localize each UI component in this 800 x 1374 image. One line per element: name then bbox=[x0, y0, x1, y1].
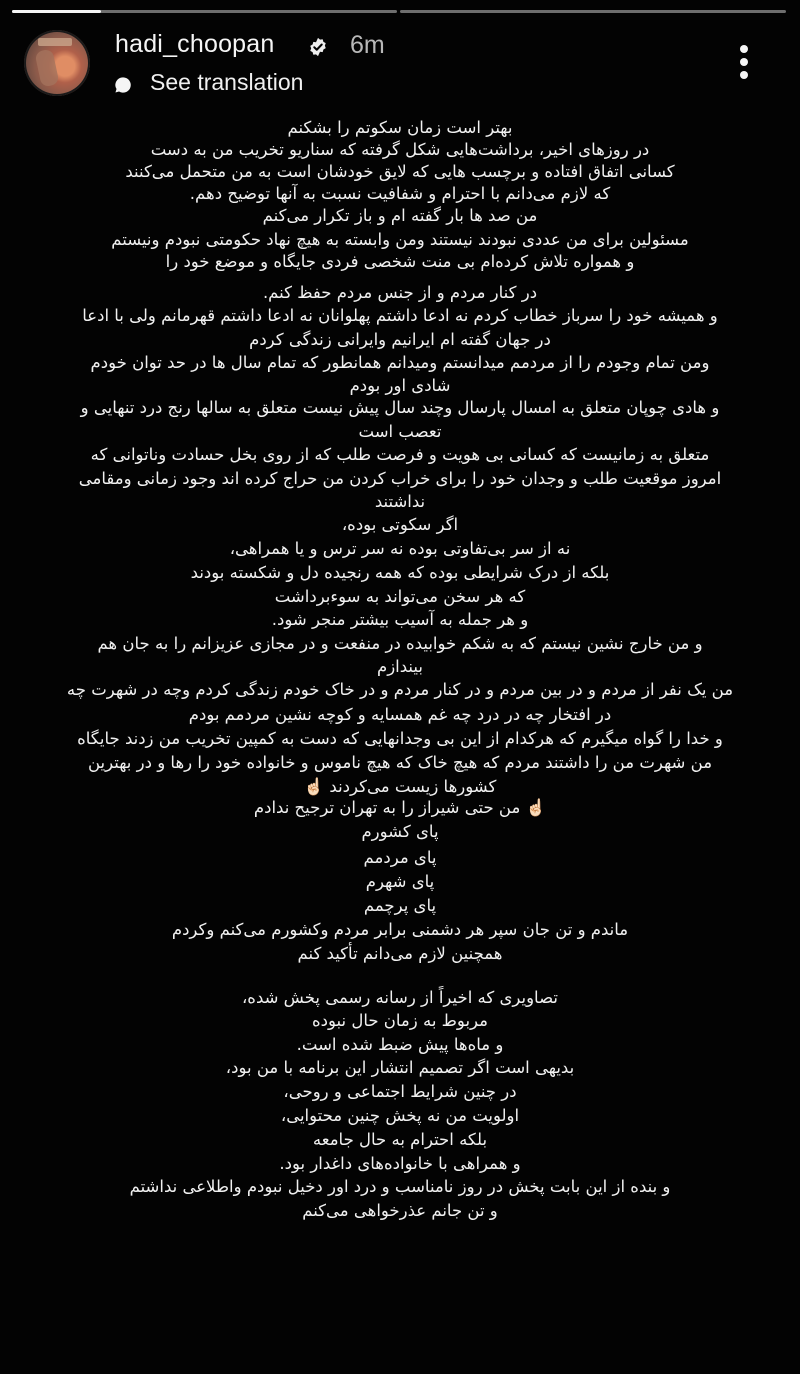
story-text-line: بلکه از درک شرایطی بوده که همه رنجیده دل و شکسته بودند bbox=[190, 563, 610, 582]
story-text-line: و همیشه خود را سرباز خطاب کردم نه ادعا داشتم پهلوانان نه ادعا داشتم قهرمانم ولی با ادعا bbox=[82, 306, 718, 325]
story-text-line: بلکه احترام به حال جامعه bbox=[312, 1130, 488, 1149]
story-text-line: در جهان گفته ام ایرانیم وایرانی زندگی کردم bbox=[249, 330, 551, 349]
story-text-line: پای پرچمم bbox=[363, 896, 437, 915]
story-text-line: و خدا را گواه میگیرم که هرکدام از این بی وجدانهایی که دست به کمپین تخریب من زدند جایگاه bbox=[77, 729, 723, 748]
story-text-line: و تن جانم عذرخواهی می‌کنم bbox=[302, 1201, 498, 1220]
story-text-line: در کنار مردم و از جنس مردم حفظ کنم. bbox=[262, 283, 538, 302]
story-text-line: و هادی چوپان متعلق به امسال پارسال وچند سال پیش نیست متعلق به سالها رنج درد تنهایی و bbox=[80, 398, 720, 417]
story-text-line: همچنین لازم می‌دانم تأکید کنم bbox=[297, 944, 503, 963]
story-text-line: و همواره تلاش کرده‌ام بی منت شخصی فردی جایگاه و موضع خود را bbox=[165, 252, 635, 271]
story-text-line: مربوط به زمان حال نبوده bbox=[312, 1011, 488, 1030]
story-text-line: مسئولین برای من عددی نبودند نیستند ومن وابسته به هیچ نهاد حکومتی نبودم ونیستم bbox=[111, 230, 689, 249]
story-text-line: ماندم و تن جان سپر هر دشمنی برابر مردم وکشورم می‌کنم وکردم bbox=[171, 920, 629, 939]
story-text-line: پای کشورم bbox=[361, 822, 439, 841]
story-text-line: نداشتند bbox=[374, 492, 426, 511]
story-text-line: ومن تمام وجودم را از مردمم میدانستم ومیدانم همانطور که تمام سال ها در حد توان خودم bbox=[90, 353, 710, 372]
story-text-line: و همراهی با خانواده‌های داغدار بود. bbox=[279, 1154, 521, 1173]
story-text-line: پای مردمم bbox=[363, 848, 437, 867]
story-text-line: که هر سخن می‌تواند به سوءبرداشت bbox=[274, 587, 526, 606]
story-text-line: تصاویری که اخیراً از رسانه رسمی پخش شده، bbox=[241, 988, 558, 1007]
story-text-line: تعصب است bbox=[358, 422, 442, 441]
story-text-line: شادی اور بودم bbox=[349, 376, 451, 395]
story-text-line: در افتخار چه در درد چه غم همسایه و کوچه نشین مردمم بودم bbox=[188, 705, 612, 724]
story-text-line: بهتر است زمان سکوتم را بشکنم bbox=[287, 118, 513, 137]
story-text-line: و من خارج نشین نیستم که به شکم خوابیده در منفعت و در مجازی عزیزانم را به جان هم bbox=[97, 634, 703, 653]
story-text-line: کسانی اتفاق افتاده و برچسب هایی که لایق خودشان است به من متحمل می‌کنند bbox=[125, 162, 675, 181]
story-text-line: بدیهی است اگر تصمیم انتشار این برنامه با من بود، bbox=[225, 1058, 575, 1077]
story-text-line: در روزهای اخیر، برداشت‌هایی شکل گرفته که سناریو تخریب من به دست bbox=[150, 140, 650, 159]
story-text-line: و بنده از این بابت پخش در روز نامناسب و درد اور دخیل نبودم واطلاعی نداشتم bbox=[129, 1177, 671, 1196]
story-text-line: و ماه‌ها پیش ضبط شده است. bbox=[296, 1035, 504, 1054]
story-text-line: در چنین شرایط اجتماعی و روحی، bbox=[283, 1082, 517, 1101]
story-text-line: ☝🏻 من حتی شیراز را به تهران ترجیح ندادم bbox=[253, 798, 547, 817]
story-text-line: اولویت من نه پخش چنین محتوایی، bbox=[280, 1106, 520, 1125]
story-text-line: بیندازم bbox=[377, 657, 423, 676]
story-text-line: من یک نفر از مردم و در بین مردم و در کنار مردم و در خاک خودم زندگی کردم وچه در شهرت چه bbox=[66, 680, 734, 699]
story-text-line: متعلق به زمانیست که کسانی بی هویت و فرصت طلب که از روی بخل حسادت وناتوانی که bbox=[90, 445, 710, 464]
story-text-line: کشورها زیست می‌کردند ☝🏻 bbox=[303, 777, 497, 796]
story-text-line: که لازم می‌دانم با احترام و شفافیت نسبت به آنها توضیح دهم. bbox=[189, 184, 611, 203]
story-text-line: و هر جمله به آسیب بیشتر منجر شود. bbox=[271, 610, 529, 629]
username[interactable]: hadi_choopan bbox=[115, 30, 275, 58]
story-text-line: پای شهرم bbox=[365, 872, 435, 891]
story-text-line: من صد ها بار گفته ام و باز تکرار می‌کنم bbox=[262, 206, 538, 225]
story-text-line: نه از سر بی‌تفاوتی بوده نه سر ترس و یا همراهی، bbox=[229, 539, 571, 558]
see-translation-link[interactable]: See translation bbox=[150, 69, 304, 95]
story-text-line: امروز موقعیت طلب و وجدان خود را برای خراب کردن من حراج کرده اند وجود زمانی ومقامی bbox=[78, 469, 722, 488]
story-text-line: اگر سکوتی بوده، bbox=[341, 515, 459, 534]
story-text-line: من شهرت من را داشتند مردم که هیچ خاک که هیچ ناموس و خانواده خود را رها و در بهترین bbox=[87, 753, 713, 772]
post-time: 6m bbox=[350, 31, 385, 59]
